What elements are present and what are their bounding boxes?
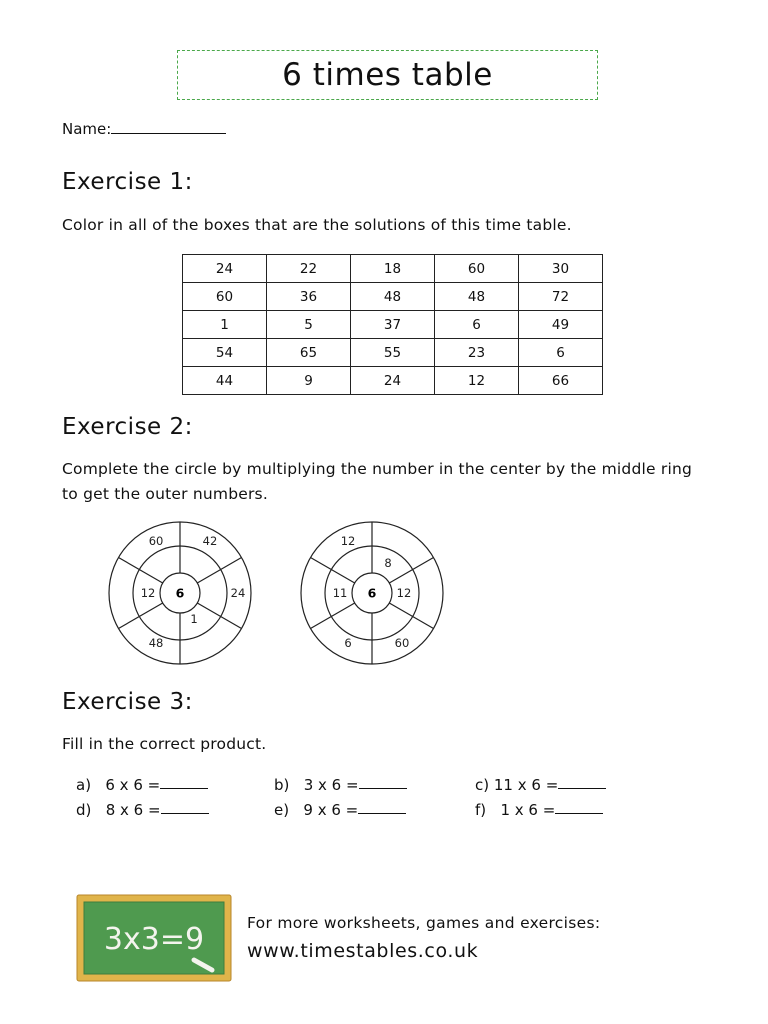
multiplication-circle-1 [104, 520, 256, 666]
problem-f [475, 801, 603, 819]
exercise1-instruction: Color in all of the boxes that are the solutions of this time table. [62, 216, 572, 234]
grid-row [183, 367, 603, 395]
footer-url-link[interactable]: www.timestables.co.uk [247, 940, 479, 962]
grid-cell[interactable]: 44 [183, 367, 267, 395]
grid-cell[interactable]: 24 [351, 367, 435, 395]
circle1-outer-top-right: 42 [202, 534, 218, 548]
circle1-outer-bottom-left: 48 [148, 636, 164, 650]
grid-cell[interactable]: 6 [519, 339, 603, 367]
problem-label: f) [475, 801, 487, 819]
circle1-outer-right: 24 [230, 586, 246, 600]
multiplication-circle-2 [296, 520, 448, 666]
problem-expression: 8 x 6 = [105, 801, 161, 819]
exercise3-instruction: Fill in the correct product. [62, 735, 267, 753]
grid-cell[interactable]: 24 [183, 255, 267, 283]
problem-label: d) [76, 801, 92, 819]
problem-expression: 1 x 6 = [500, 801, 556, 819]
grid-cell[interactable]: 72 [519, 283, 603, 311]
footer-tagline: For more worksheets, games and exercises: [247, 914, 601, 932]
problem-label: e) [274, 801, 290, 819]
problem-expression: 6 x 6 = [105, 776, 161, 794]
grid-cell[interactable]: 5 [267, 311, 351, 339]
grid-row [183, 255, 603, 283]
answer-blank[interactable] [161, 801, 209, 814]
chalkboard-logo [76, 894, 232, 982]
grid-cell[interactable]: 55 [351, 339, 435, 367]
solution-grid [182, 254, 603, 395]
circle2-center: 6 [367, 585, 377, 601]
name-field[interactable] [62, 120, 226, 138]
grid-cell[interactable]: 60 [435, 255, 519, 283]
exercise1-heading: Exercise 1: [62, 169, 193, 195]
problem-label: b) [274, 776, 290, 794]
answer-blank[interactable] [558, 776, 606, 789]
grid-cell[interactable]: 12 [435, 367, 519, 395]
grid-cell[interactable]: 48 [435, 283, 519, 311]
circle2-middle-left: 11 [332, 586, 348, 600]
problem-b [274, 776, 407, 794]
problem-a [76, 776, 208, 794]
answer-blank[interactable] [160, 776, 208, 789]
grid-cell[interactable]: 60 [183, 283, 267, 311]
circle2-outer-bottom-right: 60 [394, 636, 410, 650]
problem-expression: 11 x 6 = [493, 776, 559, 794]
grid-row [183, 283, 603, 311]
grid-cell[interactable]: 30 [519, 255, 603, 283]
grid-cell[interactable]: 9 [267, 367, 351, 395]
answer-blank[interactable] [555, 801, 603, 814]
answer-blank[interactable] [358, 801, 406, 814]
problem-label: a) [76, 776, 92, 794]
exercise2-instruction-line2: to get the outer numbers. [62, 485, 268, 503]
grid-row [183, 339, 603, 367]
grid-cell[interactable]: 37 [351, 311, 435, 339]
title-box [177, 50, 598, 100]
grid-cell[interactable]: 23 [435, 339, 519, 367]
circle2-outer-top-left: 12 [340, 534, 356, 548]
grid-cell[interactable]: 22 [267, 255, 351, 283]
name-blank-line[interactable] [111, 120, 226, 134]
circle1-middle-bottom-right: 1 [190, 612, 198, 626]
problem-expression: 3 x 6 = [303, 776, 359, 794]
problem-e [274, 801, 406, 819]
grid-cell[interactable]: 66 [519, 367, 603, 395]
grid-cell[interactable]: 54 [183, 339, 267, 367]
page-title: 6 times table [282, 57, 493, 93]
grid-cell[interactable]: 18 [351, 255, 435, 283]
grid-cell[interactable]: 1 [183, 311, 267, 339]
exercise3-heading: Exercise 3: [62, 689, 193, 715]
grid-cell[interactable]: 6 [435, 311, 519, 339]
exercise2-instruction-line1: Complete the circle by multiplying the number in the center by the middle ring [62, 460, 693, 478]
problem-d [76, 801, 209, 819]
problem-expression: 9 x 6 = [303, 801, 359, 819]
circle2-middle-right: 12 [396, 586, 412, 600]
circle1-outer-top-left: 60 [148, 534, 164, 548]
circle1-middle-left: 12 [140, 586, 156, 600]
exercise2-heading: Exercise 2: [62, 414, 193, 440]
chalkboard-text: 3x3=9 [103, 922, 205, 957]
answer-blank[interactable] [359, 776, 407, 789]
grid-cell[interactable]: 36 [267, 283, 351, 311]
grid-cell[interactable]: 65 [267, 339, 351, 367]
problem-label: c) [475, 776, 490, 794]
problem-c [475, 776, 606, 794]
grid-cell[interactable]: 48 [351, 283, 435, 311]
circle1-center: 6 [175, 585, 185, 601]
circle2-outer-bottom-left: 6 [344, 636, 352, 650]
grid-cell[interactable]: 49 [519, 311, 603, 339]
name-label: Name: [62, 120, 112, 138]
circle2-middle-top-right: 8 [384, 556, 392, 570]
grid-row [183, 311, 603, 339]
